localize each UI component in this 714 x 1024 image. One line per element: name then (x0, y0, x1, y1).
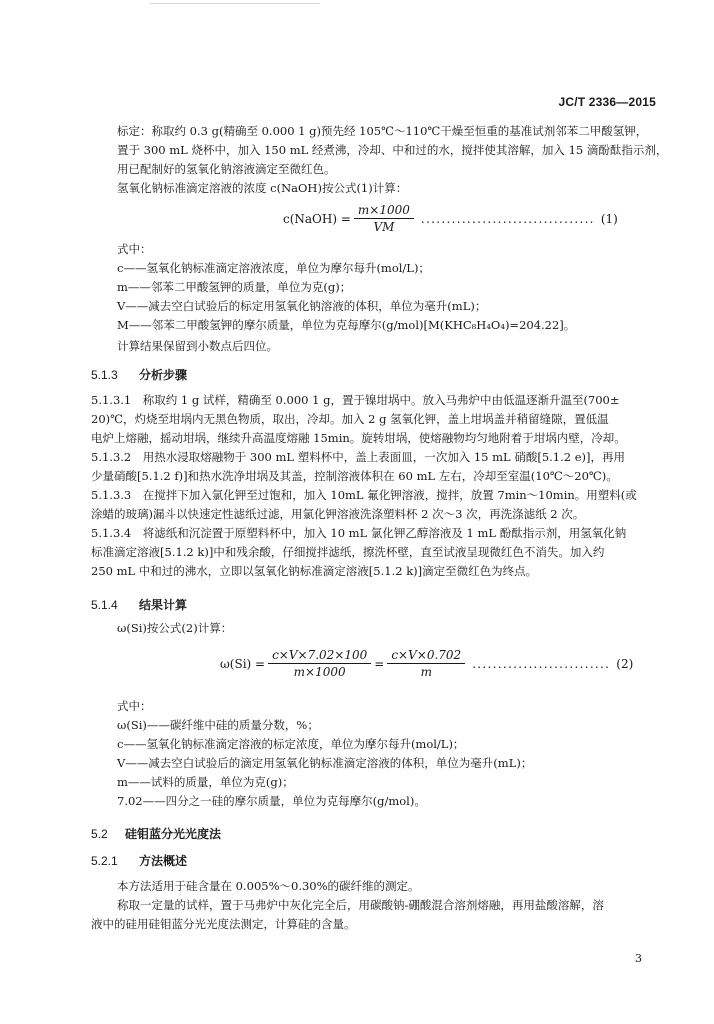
section-number: 5.2 (91, 827, 108, 841)
procedure-line: 250 mL 中和过的沸水，立即以氢氧化钠标准滴定溶液[5.1.2 k)]滴定至微红色为终点。 (91, 564, 538, 578)
formula-2-number: (2) (616, 656, 634, 671)
section-heading-5-1-4 (91, 596, 187, 613)
variable-definition: V——减去空白试验后的滴定用氢氧化钠标准滴定溶液的体积，单位为毫升(mL)； (117, 756, 533, 770)
formula-2-denominator-a: m×1000 (293, 665, 346, 679)
formula-2-lhs: ω(Si) = (220, 656, 266, 671)
section-heading-5-1-3 (91, 366, 187, 383)
formula-1-fraction (354, 203, 414, 234)
scan-edge-line (150, 3, 320, 4)
standard-number-header: JC/T 2336—2015 (558, 95, 656, 109)
section-title: 结果计算 (139, 598, 188, 612)
variable-definition: M——邻苯二甲酸氢钾的摩尔质量，单位为克每摩尔(g/mol)[M(KHC₈H₄O₄)=204.22]。 (117, 318, 576, 332)
procedure-line: 5.1.3.2 用热水浸取熔融物于 300 mL 塑料杯中，盖上表面皿，一次加入 15 mL 硝酸[5.1.2 e)]，再用 (91, 450, 626, 464)
procedure-line: 5.1.3.4 将滤纸和沉淀置于原塑料杯中，加入 10 mL 氯化钾乙醇溶液及 1 mL 酚酞指示剂，用氢氧化钠 (91, 526, 627, 540)
formula-2-numerator-b: c×V×0.702 (387, 648, 465, 664)
formula-intro: 氢氧化钠标准滴定溶液的浓度 c(NaOH)按公式(1)计算： (117, 181, 408, 195)
procedure-line: 标准滴定溶液[5.1.2 k)]中和残余酸，仔细搅拌滤纸，擦洗杯壁，直至试液呈现微红色不消失。加入约 (91, 545, 605, 559)
variable-definition: c——氢氧化钠标准滴定溶液的标定浓度，单位为摩尔每升(mol/L)； (117, 737, 465, 751)
paragraph-line: 标定：称取约 0.3 g(精确至 0.000 1 g)预先经 105℃～110℃干燥至恒重的基准试剂邻苯二甲酸氢钾， (117, 124, 648, 138)
variables-heading: 式中： (117, 699, 152, 713)
rounding-note: 计算结果保留到小数点后四位。 (117, 339, 278, 353)
formula-1-numerator: m×1000 (354, 203, 414, 219)
formula-2-equals: = (374, 656, 385, 671)
procedure-line: 5.1.3.3 在搅拌下加入氯化钾至过饱和，加入 10mL 氟化钾溶液，搅拌，放置 7min～10min。用塑料(或 (91, 488, 637, 502)
variable-definition: m——试料的质量，单位为克(g)； (117, 775, 294, 789)
section-heading-5-2-1 (91, 852, 187, 869)
variable-definition: V——减去空白试验后的标定用氢氧化钠溶液的体积，单位为毫升(mL)； (117, 299, 487, 313)
procedure-line: 5.1.3.1 称取约 1 g 试样，精确至 0.000 1 g，置于镍坩埚中。放入马弗炉中由低温逐渐升温至(700± (91, 393, 620, 407)
paragraph-line: 液中的硅用硅钼蓝分光光度法测定，计算硅的含量。 (91, 917, 356, 931)
section-title: 硅钼蓝分光光度法 (125, 827, 222, 841)
paragraph-line: 本方法适用于硅含量在 0.005%～0.30%的碳纤维的测定。 (117, 879, 420, 893)
section-number: 5.1.3 (91, 368, 118, 382)
section-title: 方法概述 (139, 854, 188, 868)
page-number: 3 (635, 952, 642, 965)
procedure-line: 电炉上熔融，摇动坩埚，继续升高温度熔融 15min。旋转坩埚，使熔融物均匀地附着于坩埚内壁，冷却。 (91, 431, 626, 445)
section-number: 5.2.1 (91, 854, 118, 868)
formula-2 (220, 648, 633, 679)
paragraph-line: 称取一定量的试样，置于马弗炉中灰化完全后，用碳酸钠-硼酸混合溶剂熔融，再用盐酸溶解，溶 (117, 898, 604, 912)
variable-definition: ω(Si)——碳纤维中硅的质量分数，%； (117, 718, 319, 732)
paragraph-line: 置于 300 mL 烧杯中，加入 150 mL 经煮沸，冷却、中和过的水，搅拌使其溶解，加入 15 滴酚酞指示剂， (117, 143, 668, 157)
formula-2-fraction-b (387, 648, 465, 679)
formula-2-leader-dots: ........................... (472, 656, 611, 671)
variables-heading: 式中： (117, 242, 152, 256)
formula-1-denominator: VM (373, 220, 395, 234)
section-number: 5.1.4 (91, 598, 118, 612)
procedure-line: 涂蜡的玻璃)漏斗以快速定性滤纸过滤，用氯化钾溶液洗涤塑料杯 2 次～3 次，再洗涤滤纸 2 次。 (91, 507, 585, 521)
paragraph-line: 用已配制好的氢氧化钠溶液滴定至微红色。 (117, 162, 336, 176)
formula-2-numerator-a: c×V×7.02×100 (268, 648, 371, 664)
variable-definition: m——邻苯二甲酸氢钾的质量，单位为克(g)； (117, 280, 352, 294)
formula-2-denominator-b: m (420, 665, 432, 679)
variable-definition: 7.02——四分之一硅的摩尔质量，单位为克每摩尔(g/mol)。 (117, 794, 426, 808)
section-title: 分析步骤 (139, 368, 188, 382)
procedure-line: 少量硝酸[5.1.2 f)]和热水洗净坩埚及其盖，控制溶液体积在 60 mL 左右，冷却至室温(10℃～20℃)。 (91, 469, 618, 483)
formula-2-fraction-a (268, 648, 371, 679)
formula-1 (283, 203, 618, 234)
procedure-line: 20)℃，灼烧至坩埚内无黑色物质，取出，冷却。加入 2 g 氢氧化钾，盖上坩埚盖并稍留缝隙，置低温 (91, 412, 609, 426)
formula-1-leader-dots: .................................. (420, 211, 595, 226)
formula-1-number: (1) (600, 211, 618, 226)
variable-definition: c——氢氧化钠标准滴定溶液浓度，单位为摩尔每升(mol/L)； (117, 261, 430, 275)
section-heading-5-2 (91, 825, 221, 842)
formula-intro: ω(Si)按公式(2)计算： (117, 621, 233, 635)
formula-1-lhs: c(NaOH) = (283, 211, 351, 226)
